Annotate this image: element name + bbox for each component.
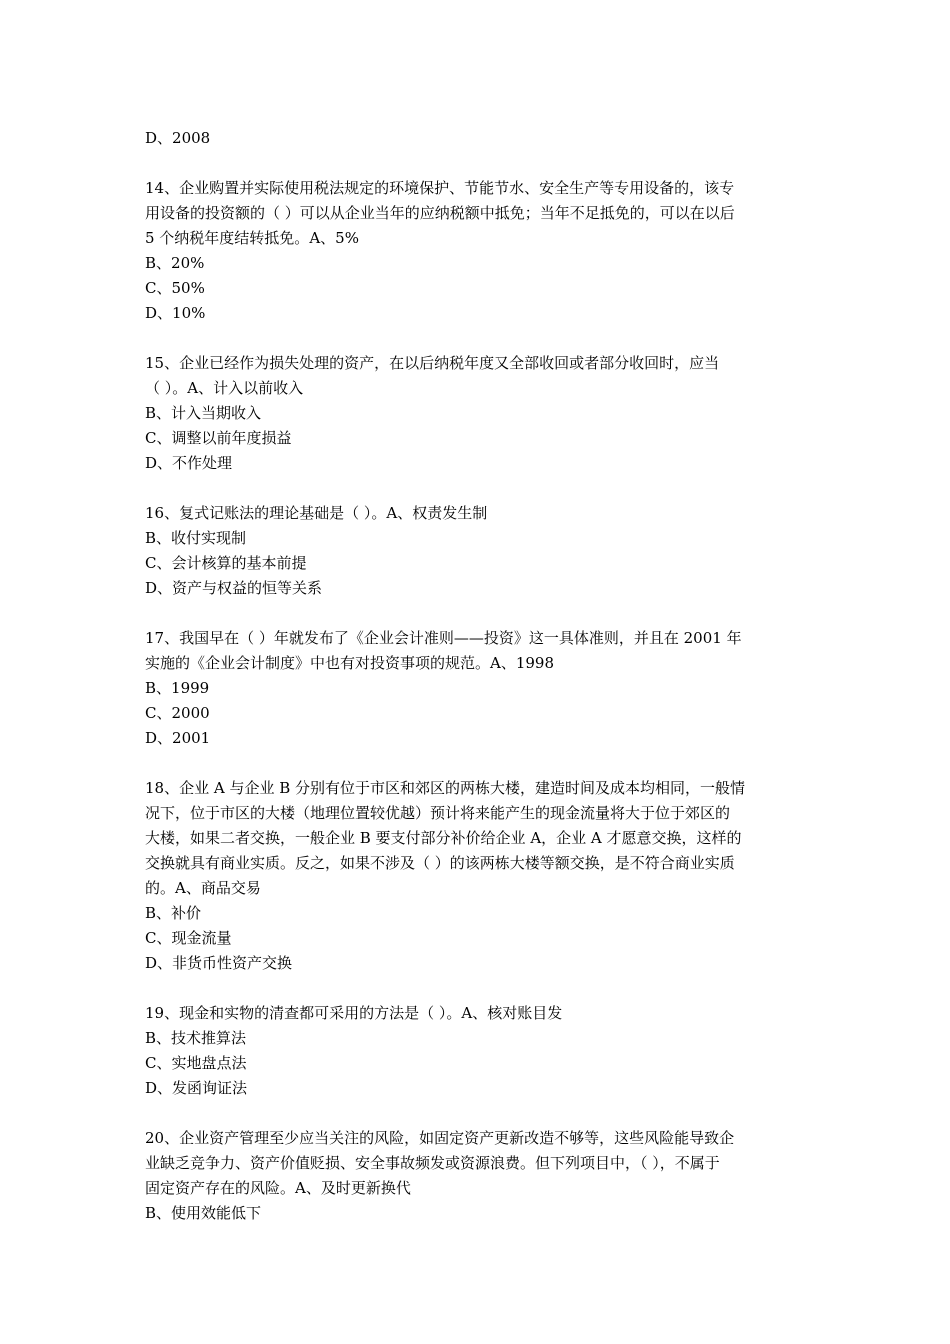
question-text-line: （ ）。A、计入以前收入	[145, 379, 304, 397]
question-17	[145, 626, 810, 751]
option-line: B、收付实现制	[145, 529, 247, 547]
option-line: C、2000	[145, 704, 210, 722]
option-line: D、不作处理	[145, 454, 233, 472]
question-text-line: 19、现金和实物的清查都可采用的方法是（ ）。A、核对账目发	[145, 1004, 563, 1022]
option-line: C、实地盘点法	[145, 1054, 247, 1072]
option-line: C、调整以前年度损益	[145, 429, 292, 447]
option-line: B、20%	[145, 254, 205, 272]
question-16	[145, 501, 810, 601]
option-line: B、技术推算法	[145, 1029, 247, 1047]
question-text-line: 实施的《企业会计制度》中也有对投资事项的规范。A、1998	[145, 654, 555, 672]
option-line: B、1999	[145, 679, 210, 697]
option-line: D、非货币性资产交换	[145, 954, 293, 972]
option-line: B、使用效能低下	[145, 1204, 262, 1222]
question-text-line: 17、我国早在（ ）年就发布了《企业会计准则——投资》这一具体准则，并且在 2001 年	[145, 629, 742, 647]
question-text-line: 16、复式记账法的理论基础是（ ）。A、权责发生制	[145, 504, 488, 522]
option-line: C、50%	[145, 279, 205, 297]
paragraph-gap	[145, 1101, 810, 1126]
option-line: B、补价	[145, 904, 202, 922]
paragraph-gap	[145, 476, 810, 501]
option-line: B、计入当期收入	[145, 404, 262, 422]
question-text-line: 业缺乏竞争力、资产价值贬损、安全事故频发或资源浪费。但下列项目中，（ ），不属于	[145, 1154, 720, 1172]
option-line: C、现金流量	[145, 929, 232, 947]
paragraph-gap	[145, 976, 810, 1001]
paragraph-gap	[145, 601, 810, 626]
question-text-line: 大楼，如果二者交换，一般企业 B 要支付部分补价给企业 A，企业 A 才愿意交换，这样的	[145, 829, 742, 847]
question-text-line: 交换就具有商业实质。反之，如果不涉及（ ）的该两栋大楼等额交换，是不符合商业实质	[145, 854, 735, 872]
option-line: C、会计核算的基本前提	[145, 554, 307, 572]
question-text-line: 用设备的投资额的（ ）可以从企业当年的应纳税额中抵免；当年不足抵免的，可以在以后	[145, 204, 735, 222]
paragraph-gap	[145, 751, 810, 776]
question-text-line: 5 个纳税年度结转抵免。A、5%	[145, 229, 359, 247]
question-19	[145, 1001, 810, 1101]
question-text-line: 况下，位于市区的大楼（地理位置较优越）预计将来能产生的现金流量将大于位于郊区的	[145, 804, 731, 822]
paragraph-gap	[145, 326, 810, 351]
question-14	[145, 176, 810, 326]
option-line: D、2008	[145, 129, 211, 147]
option-line: D、2001	[145, 729, 211, 747]
question-15	[145, 351, 810, 476]
question-text-line: 14、企业购置并实际使用税法规定的环境保护、节能节水、安全生产等专用设备的，该专	[145, 179, 735, 197]
question-text-line: 18、企业 A 与企业 B 分别有位于市区和郊区的两栋大楼，建造时间及成本均相同，一般情	[145, 779, 746, 797]
question-text-line: 15、企业已经作为损失处理的资产，在以后纳税年度又全部收回或者部分收回时，应当	[145, 354, 720, 372]
option-line: D、10%	[145, 304, 206, 322]
question-text-line: 固定资产存在的风险。A、及时更新换代	[145, 1179, 411, 1197]
question-text-line: 20、企业资产管理至少应当关注的风险，如固定资产更新改造不够等，这些风险能导致企	[145, 1129, 735, 1147]
option-line: D、发函询证法	[145, 1079, 248, 1097]
option-line: D、资产与权益的恒等关系	[145, 579, 323, 597]
question-text-line: 的。A、商品交易	[145, 879, 261, 897]
question-20	[145, 1126, 810, 1226]
question-18	[145, 776, 810, 976]
paragraph-gap	[145, 151, 810, 176]
document-body	[145, 126, 810, 1226]
